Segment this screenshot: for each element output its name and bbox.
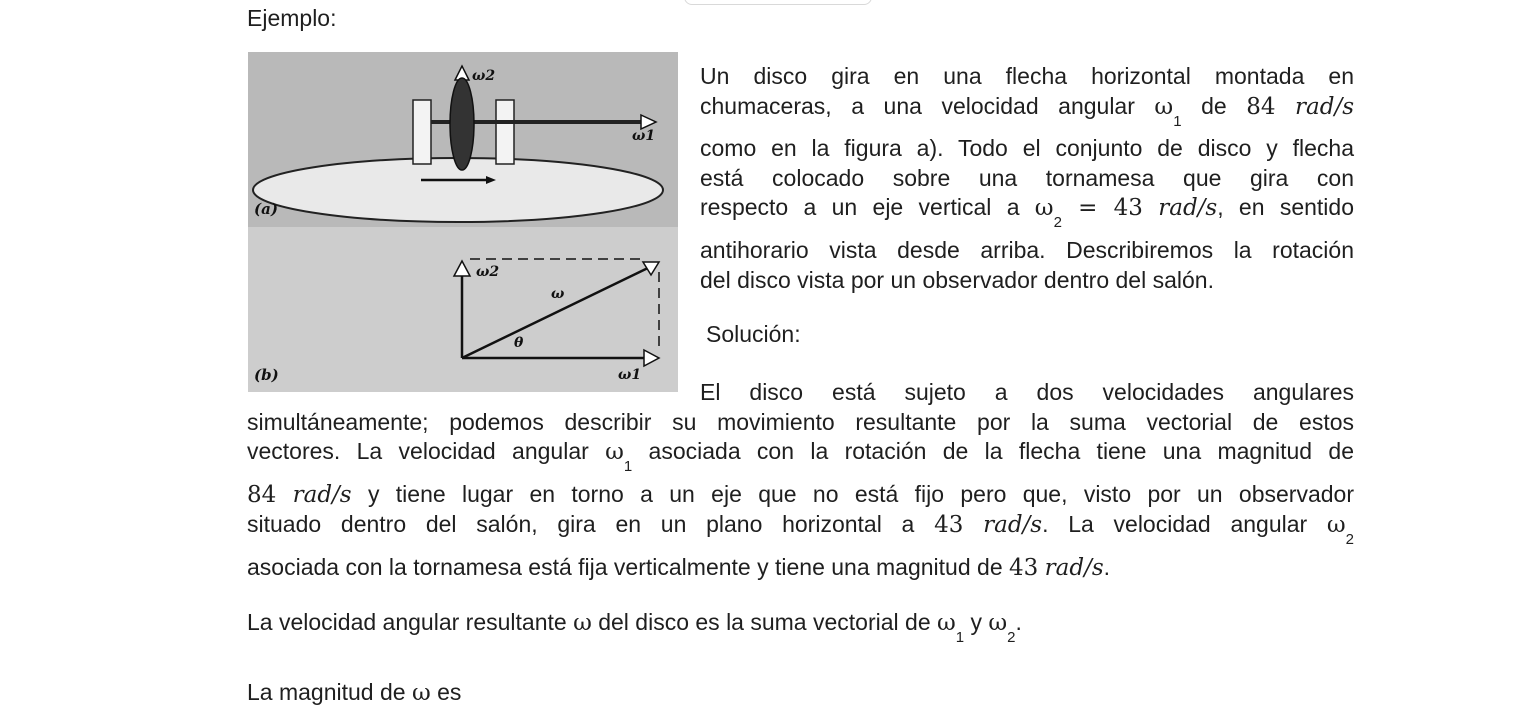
subscript: 2 <box>1345 531 1355 549</box>
math-unit: rad/s <box>1295 93 1354 120</box>
omega-symbol: ω <box>988 610 1008 636</box>
text-line <box>247 510 1355 549</box>
figure-label-omega1-top: ω1 <box>632 128 656 144</box>
text-line <box>247 408 1354 438</box>
math-unit: rad/s <box>1044 554 1104 581</box>
text: y <box>964 609 989 635</box>
problem-statement <box>700 62 1354 295</box>
text: como en la figura a). Todo el conjunto de disco y flecha <box>700 135 1354 162</box>
text: de <box>1181 92 1247 119</box>
figure-label-a: (a) <box>254 200 278 218</box>
figure-label-theta: θ <box>514 335 524 351</box>
text-line <box>700 92 1354 130</box>
text-line <box>247 378 1354 408</box>
subscript: 2 <box>1053 214 1062 232</box>
text: está colocado sobre una tornamesa que gira con <box>700 164 1354 191</box>
text-line <box>700 236 1354 266</box>
text-line <box>247 553 1354 584</box>
text-line <box>700 193 1354 232</box>
text: del disco es la suma vectorial de <box>591 609 937 635</box>
math-number: 84 <box>1246 93 1276 120</box>
omega-symbol: ω <box>573 610 592 636</box>
math-unit: rad/s <box>292 481 352 508</box>
text: La magnitud de <box>247 679 412 705</box>
text: . <box>1015 609 1022 635</box>
figure-label-omega2: ω2 <box>476 264 500 280</box>
bearing-right <box>496 100 514 164</box>
subscript: 1 <box>1173 112 1182 130</box>
text: y tiene lugar en torno a un eje que no está fijo pero que, visto por un observador <box>351 480 1355 507</box>
omega-symbol: ω <box>1154 93 1174 120</box>
text: antihorario vista desde arriba. Describiremos la rotación <box>700 236 1354 263</box>
text-line <box>700 134 1354 164</box>
figure-label-b: (b) <box>254 366 279 384</box>
math-number: 43 <box>1113 195 1143 222</box>
resultant-paragraph <box>247 608 1022 646</box>
text: simultáneamente; podemos describir su movimiento resultante por la suma vectorial de estos <box>247 408 1354 435</box>
figure-label-omega1: ω1 <box>618 367 642 383</box>
text: El disco está sujeto a dos velocidades angulares <box>700 379 1354 405</box>
omega-symbol: ω <box>937 610 956 636</box>
text: del disco vista por un observador dentro del salón. <box>700 266 1214 293</box>
disc-figure-drawing <box>248 52 678 392</box>
figure-label-omega2-top: ω2 <box>472 68 496 84</box>
text: chumaceras, a una velocidad angular <box>700 92 1155 119</box>
text: asociada con la rotación de la flecha tiene una magnitud de <box>632 438 1354 465</box>
subscript: 2 <box>1007 629 1016 646</box>
omega-symbol: ω <box>411 680 431 706</box>
math-number: 84 <box>247 481 277 508</box>
text: respecto a un eje vertical a <box>700 194 1035 221</box>
top-tab <box>684 0 872 5</box>
subscript: 1 <box>623 458 633 476</box>
example-heading: Ejemplo: <box>247 5 337 31</box>
text: situado dentro del salón, gira en un plano horizontal a <box>247 511 935 538</box>
text: vectores. La velocidad angular <box>247 438 606 465</box>
disc-figure <box>248 52 678 392</box>
text-line <box>247 437 1354 476</box>
text: es <box>430 679 462 705</box>
text: asociada con la tornamesa está fija verticalmente y tiene una magnitud de <box>247 553 1009 580</box>
math-number: 43 <box>934 512 964 539</box>
text-line <box>700 266 1354 296</box>
figure-label-omega: ω <box>551 286 565 302</box>
math-unit: rad/s <box>983 512 1043 539</box>
magnitude-paragraph <box>247 678 461 707</box>
subscript: 1 <box>955 629 965 646</box>
disc <box>450 78 474 170</box>
omega-symbol: ω <box>605 439 624 466</box>
text-line <box>247 480 1354 511</box>
omega-symbol: ω <box>1326 512 1346 539</box>
bearing-left <box>413 100 431 164</box>
solution-label: Solución: <box>706 321 801 347</box>
text: Un disco gira en una flecha horizontal montada en <box>700 63 1354 89</box>
math-unit: rad/s <box>1158 195 1218 222</box>
text-line <box>700 62 1354 92</box>
omega-symbol: ω <box>1034 195 1054 222</box>
math-equals: = <box>1061 195 1114 222</box>
text: . <box>1103 553 1111 580</box>
math-number: 43 <box>1009 554 1039 581</box>
text: , en sentido <box>1217 194 1354 221</box>
solution-paragraph <box>247 378 1354 584</box>
text-line <box>700 164 1354 194</box>
text: . La velocidad angular <box>1042 511 1327 538</box>
text: La velocidad angular resultante <box>247 609 574 635</box>
